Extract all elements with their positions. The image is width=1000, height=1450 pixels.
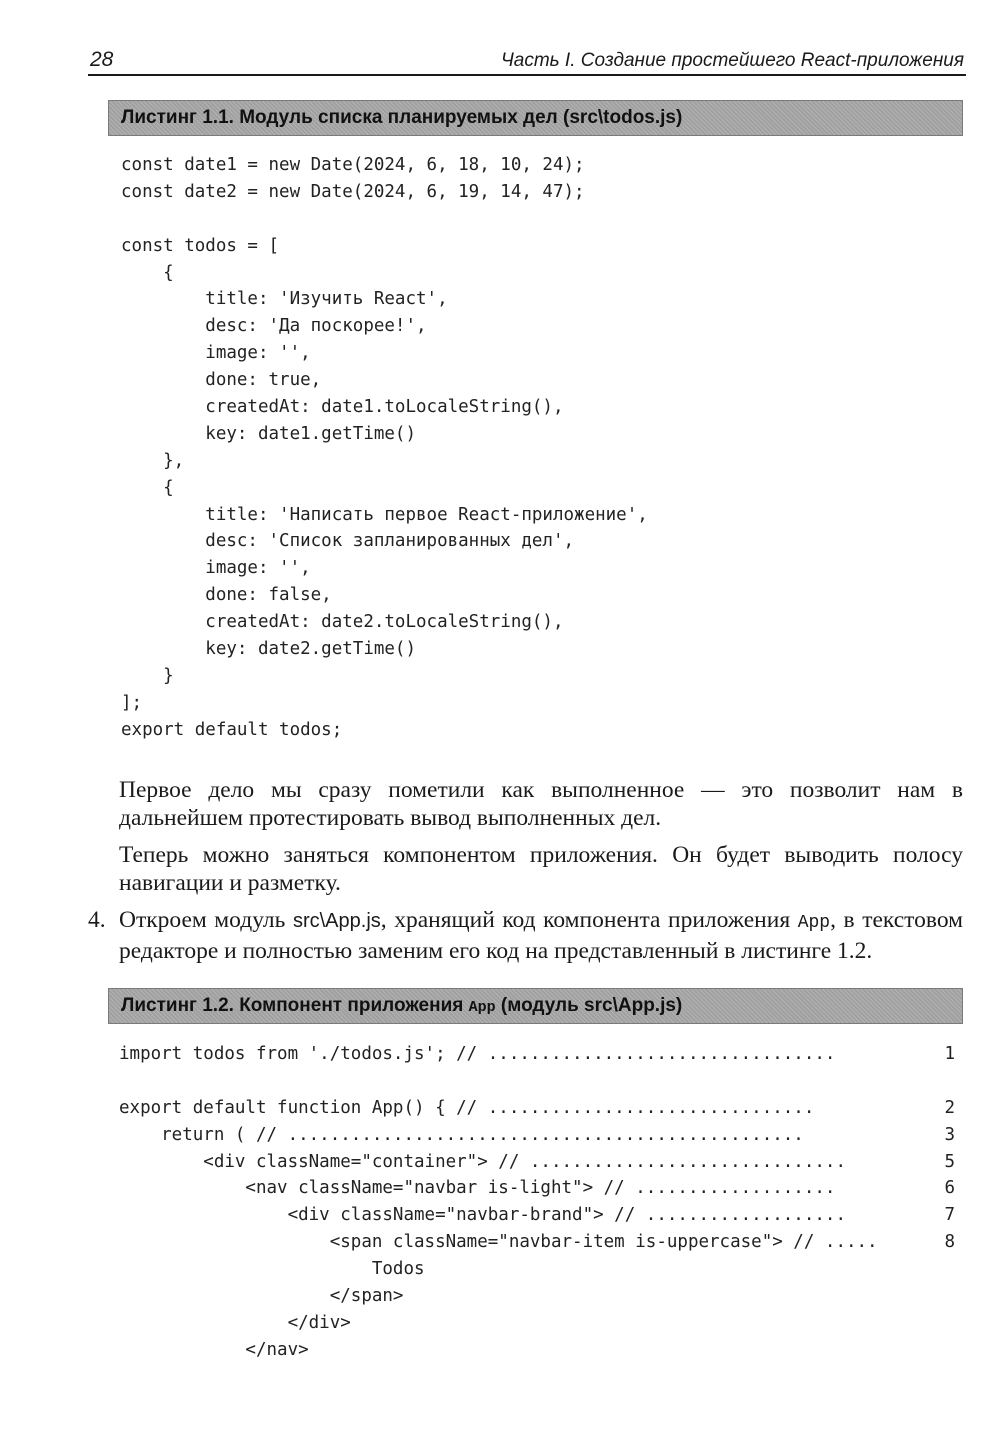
code-line: [119, 1175, 961, 1202]
code-line-marker: 2: [944, 1097, 955, 1118]
listing-2-title: [108, 988, 963, 1024]
listing-1-title: Листинг 1.1. Модуль списка планируемых дел (src\todos.js): [108, 100, 963, 136]
step-4-component: App: [797, 913, 831, 933]
code-line-marker: 7: [944, 1205, 955, 1226]
paragraph-app-component: Теперь можно заняться компонентом приложения. Он будет выводить полосу навигации и разметку.: [119, 842, 963, 896]
code-line: [119, 1337, 961, 1364]
code-line: const date1 = new Date(2024, 6, 18, 10, 24);: [121, 155, 585, 175]
code-line-marker: 8: [944, 1232, 955, 1253]
step-number: 4.: [88, 907, 106, 933]
code-line-text: export default function App() { // ...............................: [119, 1097, 815, 1118]
code-line-text: return ( // .................................................: [119, 1124, 804, 1145]
code-line: const todos = [: [121, 235, 280, 256]
code-line-text: </nav>: [119, 1339, 309, 1360]
code-line: export default todos;: [121, 719, 343, 740]
step-4-text-after: , в текстовом редакторе и полностью заменим его код на представленный в листинге 1.2.: [119, 907, 963, 964]
code-line: const date2 = new Date(2024, 6, 19, 14, 47);: [121, 181, 585, 202]
code-line-marker: 1: [944, 1044, 955, 1064]
code-line: done: false,: [121, 585, 332, 606]
code-line-marker: 5: [944, 1151, 955, 1172]
code-line: desc: 'Да поскорее!',: [121, 316, 427, 337]
code-line: image: '',: [121, 558, 311, 579]
code-line-text: <nav className="navbar is-light"> // ...................: [119, 1178, 836, 1199]
code-line: title: 'Изучить React',: [121, 289, 448, 310]
step-4-text-before: Откроем модуль: [119, 907, 293, 933]
code-line: }: [121, 665, 174, 686]
step-4-text: [119, 906, 963, 965]
code-line: createdAt: date1.toLocaleString(),: [121, 397, 564, 418]
paragraph-completed-todo: Первое дело мы сразу пометили как выполненное — это позволит нам в дальнейшем протестировать вывод выполненных дел.: [119, 777, 963, 831]
page-number: 28: [90, 48, 114, 71]
code-line: desc: 'Список запланированных дел',: [121, 531, 575, 552]
code-line-text: import todos from './todos.js'; // .................................: [119, 1044, 836, 1064]
code-line-text: </div>: [119, 1312, 351, 1333]
listing-2-title-after: (модуль src\App.js): [495, 995, 683, 1016]
listing-2-title-before: Листинг 1.2. Компонент приложения: [121, 995, 469, 1016]
listing-2-title-code: App: [468, 999, 496, 1016]
listing-1-code: [121, 152, 648, 744]
listing-2-code: [119, 1041, 961, 1364]
code-line-marker: 6: [944, 1178, 955, 1199]
code-line: [119, 1122, 961, 1149]
code-line: [121, 206, 648, 233]
code-line: [119, 1095, 961, 1122]
code-line-text: </span>: [119, 1286, 404, 1307]
code-line: [119, 1283, 961, 1310]
page-header: [88, 46, 966, 76]
code-line-text: <span className="navbar-item is-uppercase"> // .....: [119, 1232, 878, 1253]
code-line: [119, 1229, 961, 1256]
code-line: done: true,: [121, 370, 322, 391]
code-line: ];: [121, 692, 143, 713]
code-line: image: '',: [121, 343, 311, 364]
code-line: {: [121, 477, 174, 498]
code-line-text: Todos: [119, 1259, 425, 1280]
code-line-text: <div className="container"> // ..............................: [119, 1151, 846, 1172]
code-line-text: <div className="navbar-brand"> // ...................: [119, 1205, 846, 1226]
step-4-path: src\App.js: [292, 910, 381, 932]
code-line: [119, 1068, 961, 1095]
step-4-text-middle: , хранящий код компонента приложения: [380, 907, 798, 933]
code-line: [119, 1041, 961, 1068]
running-title: Часть I. Создание простейшего React-приложения: [500, 50, 964, 71]
code-line: key: date2.getTime(): [121, 639, 417, 660]
code-line: [119, 1256, 961, 1283]
code-line: [119, 1310, 961, 1337]
code-line: },: [121, 450, 185, 471]
code-line: title: 'Написать первое React-приложение',: [121, 504, 648, 525]
code-line: [119, 1149, 961, 1176]
code-line: {: [121, 262, 174, 283]
code-line: createdAt: date2.toLocaleString(),: [121, 612, 564, 633]
code-line: [119, 1202, 961, 1229]
code-line: key: date1.getTime(): [121, 423, 417, 444]
code-line-marker: 3: [944, 1124, 955, 1145]
